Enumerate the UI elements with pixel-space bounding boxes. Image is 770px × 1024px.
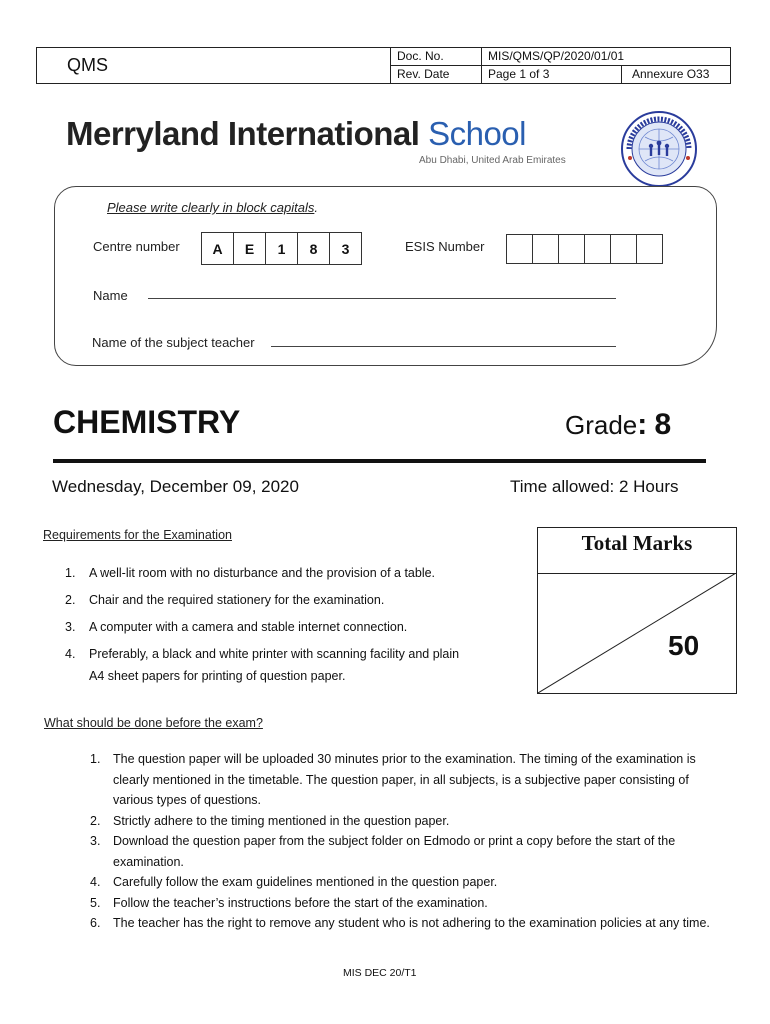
requirement-item-text: A well-lit room with no disturbance and the provision of a table.	[89, 566, 436, 580]
centre-box[interactable]: A	[201, 232, 234, 265]
page-number: Page 1 of 3	[482, 66, 622, 83]
requirement-item-text: A computer with a camera and stable internet connection.	[89, 620, 408, 634]
marks-diagonal	[538, 573, 736, 693]
before-exam-item	[90, 872, 730, 893]
centre-box[interactable]: 3	[329, 232, 362, 265]
centre-number-label: Centre number	[93, 239, 180, 254]
school-location: Abu Dhabi, United Arab Emirates	[419, 155, 566, 166]
centre-box[interactable]: 8	[297, 232, 330, 265]
subject-title: CHEMISTRY	[53, 404, 241, 440]
school-name	[66, 115, 526, 153]
esis-box[interactable]	[610, 234, 637, 264]
before-exam-item-number: 4.	[90, 875, 101, 889]
footer-code: MIS DEC 20/T1	[343, 967, 417, 979]
before-exam-item-text: The question paper will be uploaded 30 minutes prior to the examination. The timing of the examination is clearly mentioned in the timetable. The question paper, in all subjects, is a subjective paper consisting of various types of questions.	[113, 752, 696, 807]
document-control-table	[36, 47, 731, 84]
doc-no-label: Doc. No.	[391, 48, 482, 66]
annexure-label: Annexure O33	[632, 67, 710, 81]
teacher-name-label: Name of the subject teacher	[92, 335, 255, 350]
qms-label: QMS	[37, 48, 391, 83]
before-exam-item	[90, 811, 730, 832]
before-exam-item	[90, 913, 730, 934]
time-allowed: Time allowed: 2 Hours	[510, 477, 679, 496]
before-exam-item-text: Download the question paper from the subject folder on Edmodo or print a copy before the start of the examination.	[113, 834, 676, 869]
before-exam-item-text: Strictly adhere to the timing mentioned in the question paper.	[113, 813, 450, 828]
requirement-item-text: Preferably, a black and white printer with scanning facility and plain	[89, 647, 460, 661]
school-name-light: School	[428, 115, 526, 152]
before-exam-item-number: 5.	[90, 895, 101, 910]
before-exam-item-text: Carefully follow the exam guidelines mentioned in the question paper.	[113, 875, 498, 889]
requirement-item	[65, 614, 535, 641]
exam-date: Wednesday, December 09, 2020	[52, 477, 299, 496]
before-exam-item-text: Follow the teacher’s instructions before the start of the examination.	[113, 895, 488, 910]
name-label: Name	[93, 288, 128, 303]
block-capitals-instruction	[107, 200, 318, 215]
doc-no-value: MIS/QMS/QP/2020/01/01	[482, 48, 730, 66]
rev-date-label: Rev. Date	[391, 66, 482, 83]
esis-box[interactable]	[636, 234, 663, 264]
teacher-name-line[interactable]	[271, 346, 616, 347]
centre-number-boxes	[202, 232, 362, 265]
before-exam-item	[90, 749, 730, 811]
requirement-item	[65, 641, 535, 668]
grade-label	[565, 408, 671, 442]
heading-divider	[53, 459, 706, 463]
esis-number-boxes	[507, 234, 663, 264]
grade-text: Grade	[565, 410, 638, 440]
esis-box[interactable]	[584, 234, 611, 264]
school-crest-logo	[620, 110, 698, 188]
grade-value: 8	[654, 408, 672, 441]
school-name-bold: Merryland International	[66, 115, 420, 152]
name-line[interactable]	[148, 298, 616, 299]
esis-box[interactable]	[532, 234, 559, 264]
before-exam-item-number: 6.	[90, 916, 101, 930]
total-marks-value: 50	[668, 630, 700, 661]
requirement-item	[65, 587, 535, 614]
requirements-continuation: A4 sheet papers for printing of question paper.	[89, 669, 346, 683]
requirement-item-text: Chair and the required stationery for the examination.	[89, 593, 385, 607]
before-exam-item-number: 2.	[90, 813, 101, 828]
before-exam-item	[90, 831, 730, 872]
before-exam-item-number: 3.	[90, 834, 101, 848]
before-exam-heading: What should be done before the exam?	[44, 716, 263, 730]
esis-box[interactable]	[506, 234, 533, 264]
before-exam-item-number: 1.	[90, 752, 101, 766]
before-exam-item-text: The teacher has the right to remove any student who is not adhering to the examination policies at any time.	[113, 916, 710, 930]
before-exam-item	[90, 893, 730, 914]
requirement-item-number: 1.	[65, 566, 76, 580]
instruction-text: Please write clearly in block capitals	[107, 200, 315, 215]
total-marks-title: Total Marks	[538, 528, 736, 574]
centre-box[interactable]: E	[233, 232, 266, 265]
requirement-item	[65, 560, 535, 587]
requirements-list	[65, 560, 535, 668]
requirement-item-number: 3.	[65, 620, 76, 634]
requirement-item-number: 4.	[65, 647, 76, 661]
centre-box[interactable]: 1	[265, 232, 298, 265]
esis-box[interactable]	[558, 234, 585, 264]
before-exam-list	[90, 749, 730, 934]
requirements-heading: Requirements for the Examination	[43, 528, 232, 542]
total-marks-box	[537, 527, 737, 694]
instruction-period: .	[314, 200, 318, 215]
candidate-info-box	[54, 186, 717, 366]
grade-colon: :	[637, 408, 648, 441]
esis-number-label: ESIS Number	[405, 239, 485, 254]
requirement-item-number: 2.	[65, 593, 76, 607]
